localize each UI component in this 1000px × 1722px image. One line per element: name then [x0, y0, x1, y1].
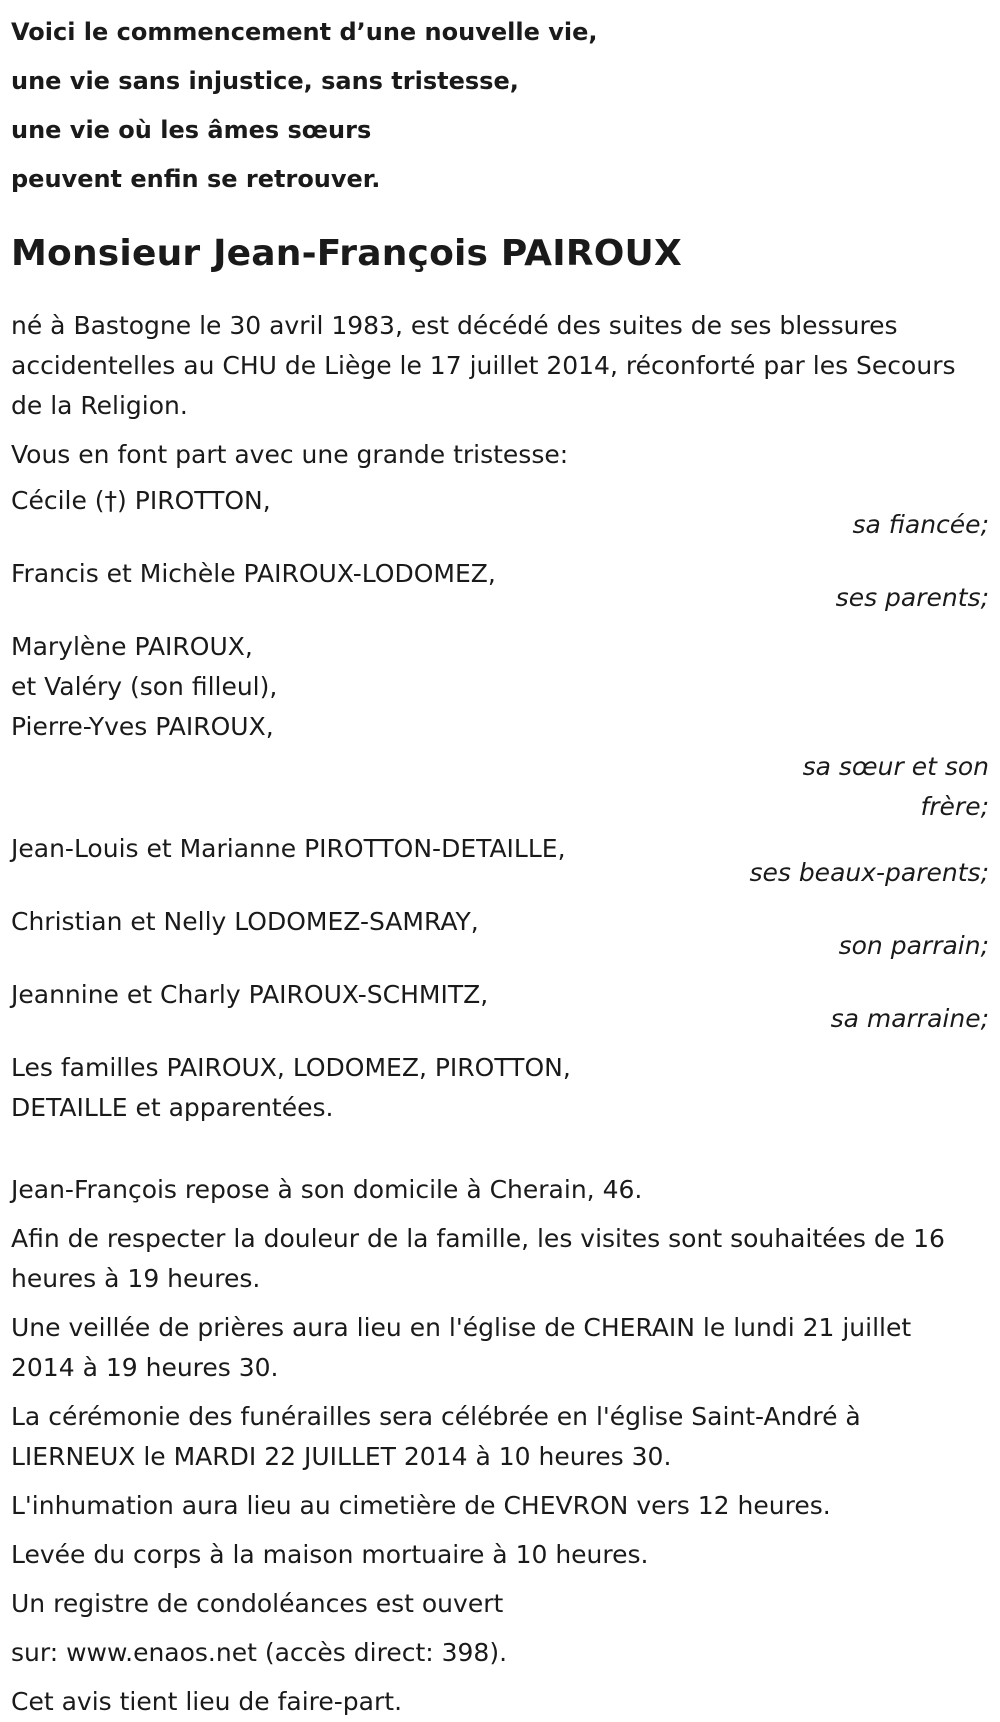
mourner-entry	[11, 975, 991, 1039]
mourner-name: Christian et Nelly LODOMEZ-SAMRAY,	[11, 907, 479, 936]
resting-place: Jean-François repose à son domicile à Cherain, 46.	[11, 1175, 643, 1204]
burial-info: L'inhumation aura lieu au cimetière de CHEVRON vers 12 heures.	[11, 1491, 831, 1520]
opening-poem	[11, 8, 991, 204]
mourner-name: Jean-Louis et Marianne PIROTTON-DETAILLE,	[11, 834, 566, 863]
deceased-name: Monsieur Jean-François PAIROUX	[11, 233, 682, 274]
section-spacer	[11, 1128, 991, 1170]
mourner-relation: ses beaux-parents;	[749, 858, 989, 887]
closing-note: Cet avis tient lieu de faire-part.	[11, 1687, 403, 1716]
mourner-entry	[11, 481, 991, 545]
mourner-name: Marylène PAIROUX,	[11, 632, 253, 661]
poem-line-4: peuvent enfin se retrouver.	[11, 165, 381, 193]
mourner-relation: sa sœur et son frère;	[802, 752, 989, 821]
condolence-website[interactable]: sur: www.enaos.net (accès direct: 398).	[11, 1638, 508, 1667]
mourner-entry	[11, 902, 991, 966]
mourner-name: Jeannine et Charly PAIROUX-SCHMITZ,	[11, 980, 489, 1009]
poem-line-3: une vie où les âmes sœurs	[11, 116, 372, 144]
poem-line-1: Voici le commencement d’une nouvelle vie,	[11, 18, 598, 46]
mourner-relation: sa marraine;	[830, 1004, 989, 1033]
mourner-name: Francis et Michèle PAIROUX-LODOMEZ,	[11, 559, 496, 588]
mourner-entry	[11, 554, 991, 618]
funeral-ceremony: La cérémonie des funérailles sera célébrée en l'église Saint-André à LIERNEUX le MARDI 22 JUILLET 2014 à 10 heures 30.	[11, 1402, 861, 1471]
mourner-name: Pierre-Yves PAIROUX,	[11, 712, 274, 741]
mourner-entry	[11, 627, 991, 827]
prayer-vigil: Une veillée de prières aura lieu en l'église de CHERAIN le lundi 21 juillet 2014 à 19 heures 30.	[11, 1313, 912, 1382]
body-lifting: Levée du corps à la maison mortuaire à 10 heures.	[11, 1540, 649, 1569]
condolence-registry: Un registre de condoléances est ouvert	[11, 1589, 504, 1618]
visiting-hours: Afin de respecter la douleur de la famille, les visites sont souhaitées de 16 heures à 19 heures.	[11, 1224, 945, 1293]
mourner-entry	[11, 829, 991, 893]
mourner-name: et Valéry (son filleul),	[11, 672, 278, 701]
mourner-relation: ses parents;	[835, 583, 989, 612]
mourner-name: Cécile (†) PIROTTON,	[11, 486, 271, 515]
obituary-notice	[11, 8, 991, 1722]
mourner-relation: sa fiancée;	[852, 510, 989, 539]
poem-line-2: une vie sans injustice, sans tristesse,	[11, 67, 519, 95]
birth-death-statement: né à Bastogne le 30 avril 1983, est décédé des suites de ses blessures accidentelles au CHU de Liège le 17 juillet 2014, réconforté par les Secours de la Religion.	[11, 311, 956, 420]
extended-families: Les familles PAIROUX, LODOMEZ, PIROTTON, DETAILLE et apparentées.	[11, 1053, 571, 1122]
announcement-lead: Vous en font part avec une grande tristesse:	[11, 440, 569, 469]
mourner-relation: son parrain;	[838, 931, 989, 960]
